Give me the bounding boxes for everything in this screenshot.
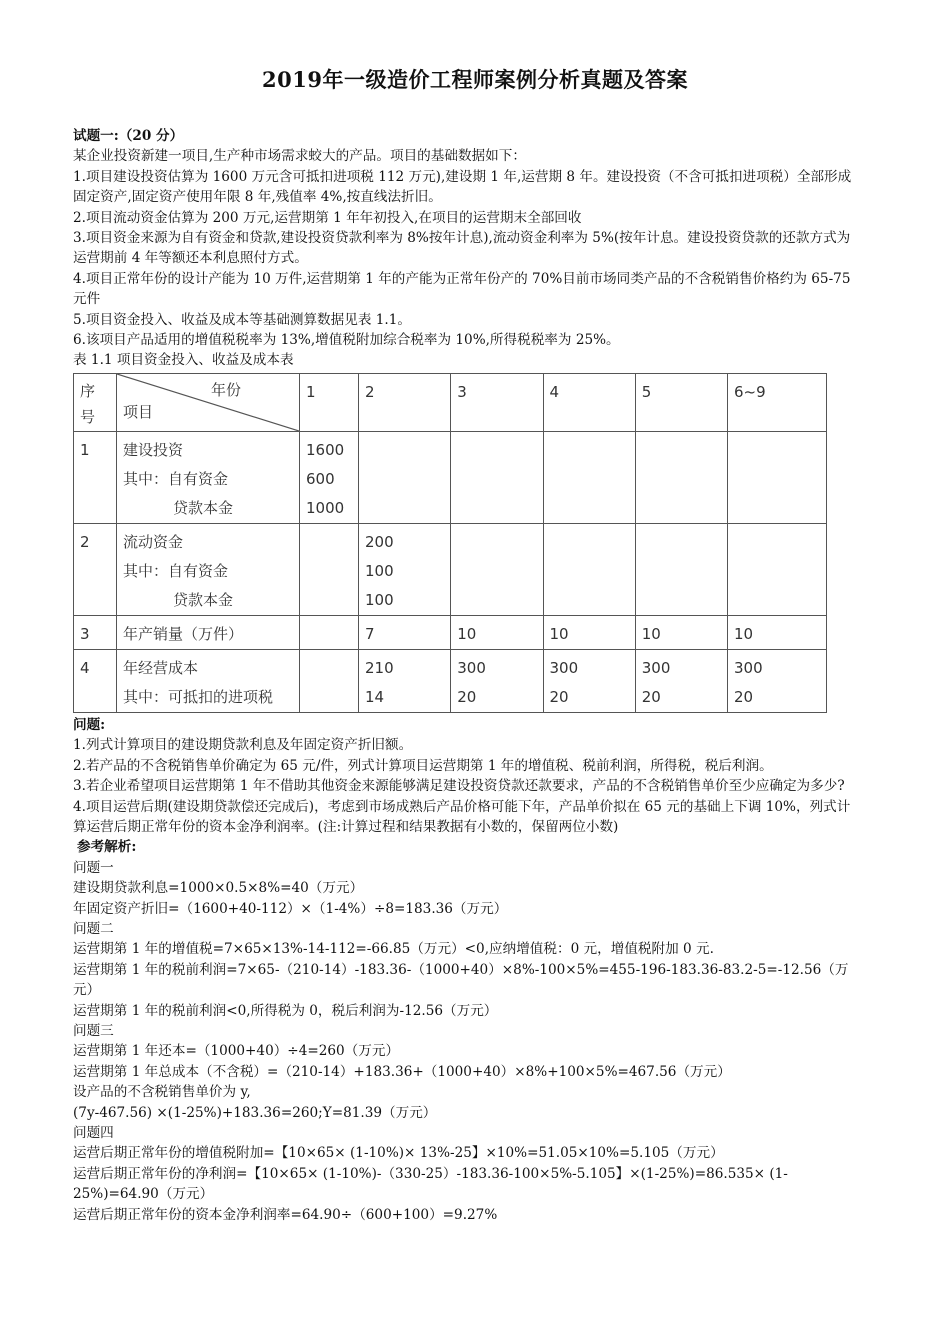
- value: 300: [457, 658, 486, 677]
- answer-line: 设产品的不含税销售单价为 y,: [73, 1084, 251, 1101]
- seq-header-bottom: 号: [80, 407, 96, 426]
- value-cell: 7: [359, 615, 451, 649]
- value-cell: [728, 649, 827, 712]
- value-cell: [728, 523, 827, 615]
- answer-line: 问题一: [73, 859, 114, 876]
- answer-line: 运营后期正常年份的资本金净利润率=64.90÷（600+100）=9.27%: [73, 1206, 498, 1223]
- value: 20: [641, 687, 661, 706]
- value-cell: [451, 649, 543, 712]
- item-sub-label: 贷款本金: [173, 498, 234, 517]
- item-header-label: 项目: [123, 402, 154, 421]
- answer-line: 运营期第 1 年的税前利润=7×65-（210-14）-183.36-（1000+40）×8%-100×5%=455-196-183.36-83.2-5=-12.56（万元）: [73, 961, 849, 999]
- value-cell: [635, 649, 727, 712]
- value: 300: [549, 658, 579, 677]
- question-item: 2.若产品的不含税销售单价确定为 65 元/件，列式计算项目运营期第 1 年的增值税、税前利润，所得税，税后利润。: [73, 757, 773, 774]
- value: 100: [365, 590, 394, 609]
- questions-heading: 问题:: [73, 716, 106, 733]
- basic-data-item: 6.该项目产品适用的增值税税率为 13%,增值税附加综合税率为 10%,所得税税率为 25%。: [73, 332, 620, 349]
- item-year-header-cell: [117, 373, 300, 431]
- value: 600: [306, 469, 335, 488]
- year-header-label: 年份: [210, 380, 241, 399]
- question-item: 4.项目运营后期(建设期贷款偿还完成后)，考虑到市场成熟后产品价格可能下年，产品单价拟在 65 元的基础上下调 10%，列式计算运营后期正常年份的资本金净利润率。(注:计算过程和结果教据有小数的，保留两位小数): [73, 798, 851, 835]
- year-header: 6~9: [728, 373, 827, 431]
- item-label: 建设投资: [123, 440, 184, 459]
- year-header: 3: [451, 373, 543, 431]
- seq-cell: 1: [74, 431, 117, 523]
- investment-table: [73, 373, 827, 713]
- value-cell: [635, 431, 727, 523]
- value-cell: [451, 523, 543, 615]
- value-cell: [543, 431, 635, 523]
- value-cell: [359, 523, 451, 615]
- value-cell: [543, 649, 635, 712]
- answer-line: 运营期第 1 年的增值税=7×65×13%-14-112=-66.85（万元）<0,应纳增值税：0 元，增值税附加 0 元.: [73, 941, 714, 958]
- intro-paragraph: 某企业投资新建一项目,生产种市场需求蛟大的产品。项目的基础数据如下：: [73, 148, 526, 165]
- question-item: 3.若企业希望项目运营期第 1 年不借助其他资金来源能够满足建设投资贷款还款要求，产品的不含税销售单价至少应确定为多少?: [73, 778, 845, 795]
- answer-line: 年固定资产折旧=（1600+40-112）×（1-4%）÷8=183.36（万元）: [73, 900, 508, 917]
- basic-data-item: 5.项目资金投入、收益及成本等基础测算数据见表 1.1。: [73, 311, 411, 328]
- item-sub-label: 其中：自有资金: [123, 561, 229, 580]
- answer-line: 运营后期正常年份的净利润=【10×65× (1-10%)-（330-25）-183.36-100×5%-5.105】×(1-25%)=86.535× (1-25%)=64.90（万元）: [73, 1165, 788, 1203]
- value-cell: 10: [451, 615, 543, 649]
- item-sub-label: 其中：可抵扣的进项税: [123, 687, 274, 706]
- value: 1000: [306, 498, 345, 517]
- answer-line: 运营后期正常年份的增值税附加=【10×65× (1-10%)× 13%-25】×10%=51.05×10%=5.105（万元）: [73, 1145, 724, 1162]
- table-row-construction: [74, 431, 827, 523]
- question-one-heading: 试题一:（20 分）: [73, 128, 184, 144]
- value: 210: [365, 658, 394, 677]
- value-cell: [728, 431, 827, 523]
- table-row-sales-volume: [74, 615, 827, 649]
- answer-line: 运营期第 1 年还本=（1000+40）÷4=260（万元）: [73, 1043, 400, 1060]
- year-header: 1: [300, 373, 359, 431]
- value: 14: [365, 687, 385, 706]
- value: 20: [549, 687, 569, 706]
- value: 300: [734, 658, 763, 677]
- value: 100: [365, 561, 394, 580]
- item-sub-label: 贷款本金: [173, 590, 234, 609]
- item-label: 年产销量（万件）: [117, 615, 300, 649]
- value-cell: 10: [728, 615, 827, 649]
- seq-cell: 2: [74, 523, 117, 615]
- seq-cell: 3: [74, 615, 117, 649]
- value-cell: [543, 523, 635, 615]
- value-cell: 10: [543, 615, 635, 649]
- value-cell: [635, 523, 727, 615]
- item-cell: [117, 431, 300, 523]
- table-header-row: [74, 373, 827, 431]
- basic-data-item: 4.项目正常年份的设计产能为 10 万件,运营期第 1 年的产能为正常年份产的 70%目前市场同类产品的不含税销售价格约为 65-75 元件: [73, 270, 851, 308]
- seq-cell: 4: [74, 649, 117, 712]
- item-cell: [117, 523, 300, 615]
- value: 20: [734, 687, 754, 706]
- question-item: 1.列式计算项目的建设期贷款利息及年固定资产折旧额。: [73, 737, 413, 754]
- basic-data-item: 1.项目建设投资估算为 1600 万元含可抵扣进项税 112 万元),建设期 1 年,运营期 8 年。建设投资（不含可抵扣进项税）全部形成固定资产,固定资产使用年限 8 年,残值率 4%,按直线法折旧。: [73, 168, 852, 206]
- value: 200: [365, 532, 394, 551]
- table-row-operating-cost: [74, 649, 827, 712]
- answer-line: 问题二: [73, 920, 114, 937]
- answer-line: (7y-467.56) ×(1-25%)+183.36=260;Y=81.39（万元）: [73, 1104, 437, 1121]
- year-header: 4: [543, 373, 635, 431]
- value-cell: [300, 431, 359, 523]
- item-cell: [117, 649, 300, 712]
- table-row-working-capital: [74, 523, 827, 615]
- value: 1600: [306, 440, 345, 459]
- page-title: 2019年一级造价工程师案例分析真题及答案: [262, 67, 688, 92]
- item-label: 流动资金: [123, 532, 184, 551]
- answer-line: 问题三: [73, 1022, 114, 1039]
- table-caption: 表 1.1 项目资金投入、收益及成本表: [73, 352, 294, 369]
- year-header: 5: [635, 373, 727, 431]
- value-cell: [359, 649, 451, 712]
- value: 20: [457, 687, 477, 706]
- value-cell: [451, 431, 543, 523]
- basic-data-item: 3.项目资金来源为自有资金和贷款,建设投资贷款利率为 8%按年计息),流动资金利率为 5%(按年计息。建设投资贷款的还款方式为运营期前 4 年等额还本利息照付方式。: [73, 230, 851, 267]
- item-label: 年经营成本: [123, 658, 199, 677]
- item-sub-label: 其中：自有资金: [123, 469, 229, 488]
- seq-header-top: 序: [80, 381, 96, 400]
- year-header: 2: [359, 373, 451, 431]
- seq-header-cell: [74, 373, 117, 431]
- basic-data-item: 2.项目流动资金估算为 200 万元,运营期第 1 年年初投入,在项目的运营期末全部回收: [73, 209, 582, 226]
- document-body: [73, 126, 855, 1225]
- value-cell: 10: [635, 615, 727, 649]
- answer-heading: 参考解析:: [77, 839, 137, 856]
- value-cell: [300, 615, 359, 649]
- answer-line: 问题四: [73, 1125, 114, 1141]
- value: 300: [641, 658, 671, 677]
- answer-line: 运营期第 1 年总成本（不含税）=（210-14）+183.36+（1000+40）×8%+100×5%=467.56（万元）: [73, 1063, 731, 1080]
- value-cell: [359, 431, 451, 523]
- answer-line: 建设期贷款利息=1000×0.5×8%=40（万元）: [73, 880, 364, 897]
- value-cell: [300, 523, 359, 615]
- answer-line: 运营期第 1 年的税前利润<0,所得税为 0，税后利润为-12.56（万元）: [73, 1002, 498, 1019]
- value-cell: [300, 649, 359, 712]
